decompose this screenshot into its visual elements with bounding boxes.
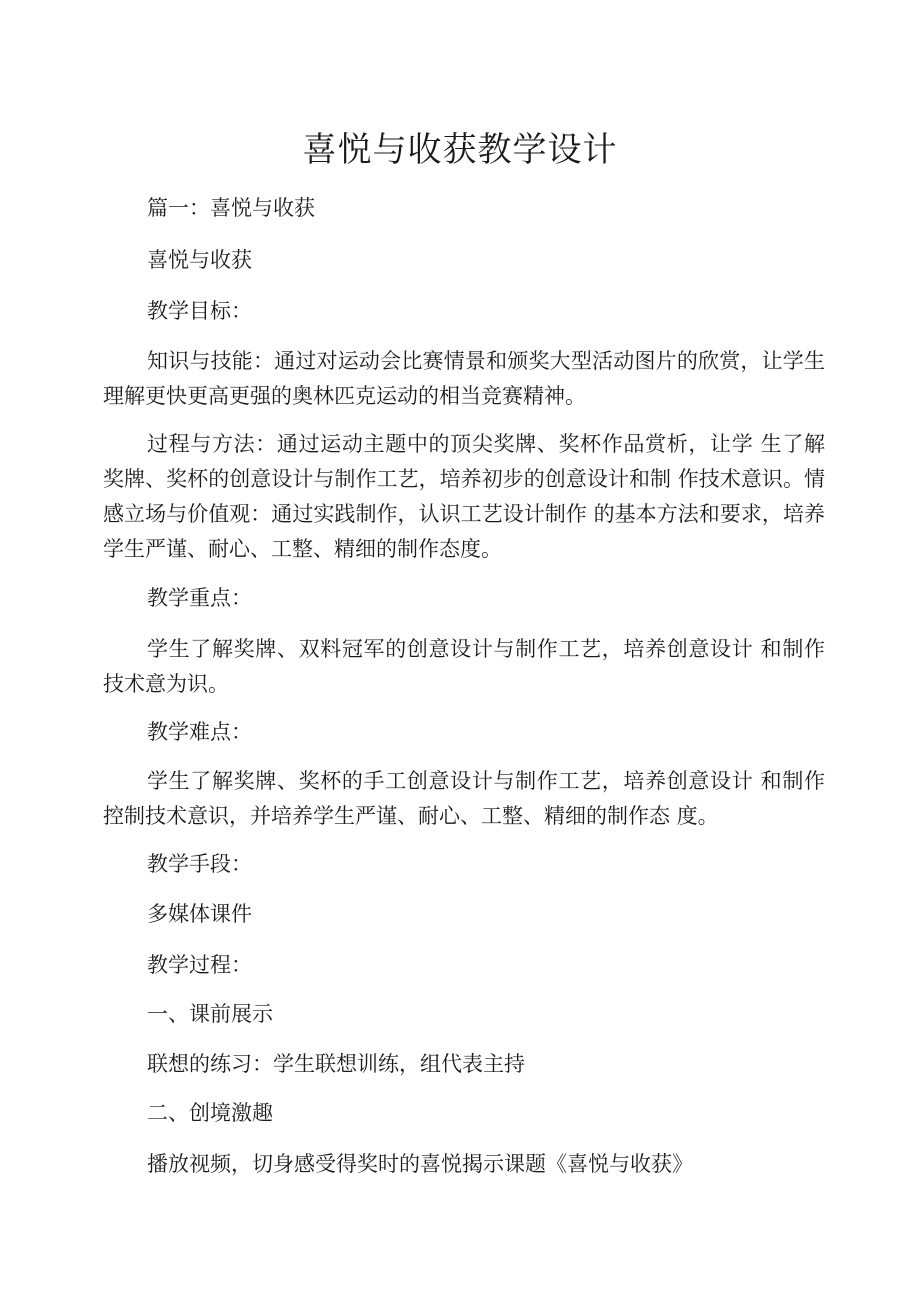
step-heading-create-situation: 二、创境激趣 bbox=[147, 1101, 273, 1125]
step-heading-pre-class: 一、课前展示 bbox=[147, 1002, 273, 1026]
paragraph-process-methods: 过程与方法：通过运动主题中的顶尖奖牌、奖杯作品赏析，让学 生了解奖牌、奖杯的创意设计与制作工艺，培养初步的创意设计和制 作技术意识。情感立场与价值观：通过实践制作，认识工艺设计制作 的基本方法和要求，培养学生严谨、耐心、工整、精细的制作态度。 bbox=[103, 432, 825, 561]
heading-teaching-goals: 教学目标： bbox=[147, 299, 252, 323]
paragraph-pre-class: 联想的练习：学生联想训练，组代表主持 bbox=[147, 1052, 525, 1076]
paragraph-create-situation: 播放视频，切身感受得奖时的喜悦揭示课题《喜悦与收获》 bbox=[147, 1152, 693, 1176]
heading-teaching-difficulty: 教学难点： bbox=[147, 720, 252, 744]
paragraph-knowledge-skills: 知识与技能：通过对运动会比赛情景和颁奖大型活动图片的欣赏，让学生理解更快更高更强的奥林匹克运动的相当竞赛精神。 bbox=[103, 349, 825, 408]
heading-teaching-means: 教学手段： bbox=[147, 852, 252, 876]
paragraph-teaching-means: 多媒体课件 bbox=[147, 902, 252, 926]
heading-teaching-focus: 教学重点： bbox=[147, 586, 252, 610]
section-heading-part-one: 篇一：喜悦与收获 bbox=[147, 196, 315, 220]
lesson-name: 喜悦与收获 bbox=[147, 248, 252, 272]
heading-teaching-process: 教学过程： bbox=[147, 953, 252, 977]
paragraph-teaching-difficulty: 学生了解奖牌、奖杯的手工创意设计与制作工艺，培养创意设计 和制作控制技术意识，并培养学生严谨、耐心、工整、精细的制作态 度。 bbox=[103, 769, 825, 828]
document-title: 喜悦与收获教学设计 bbox=[302, 130, 618, 170]
paragraph-teaching-focus: 学生了解奖牌、双料冠军的创意设计与制作工艺，培养创意设计 和制作技术意为识。 bbox=[103, 637, 825, 696]
